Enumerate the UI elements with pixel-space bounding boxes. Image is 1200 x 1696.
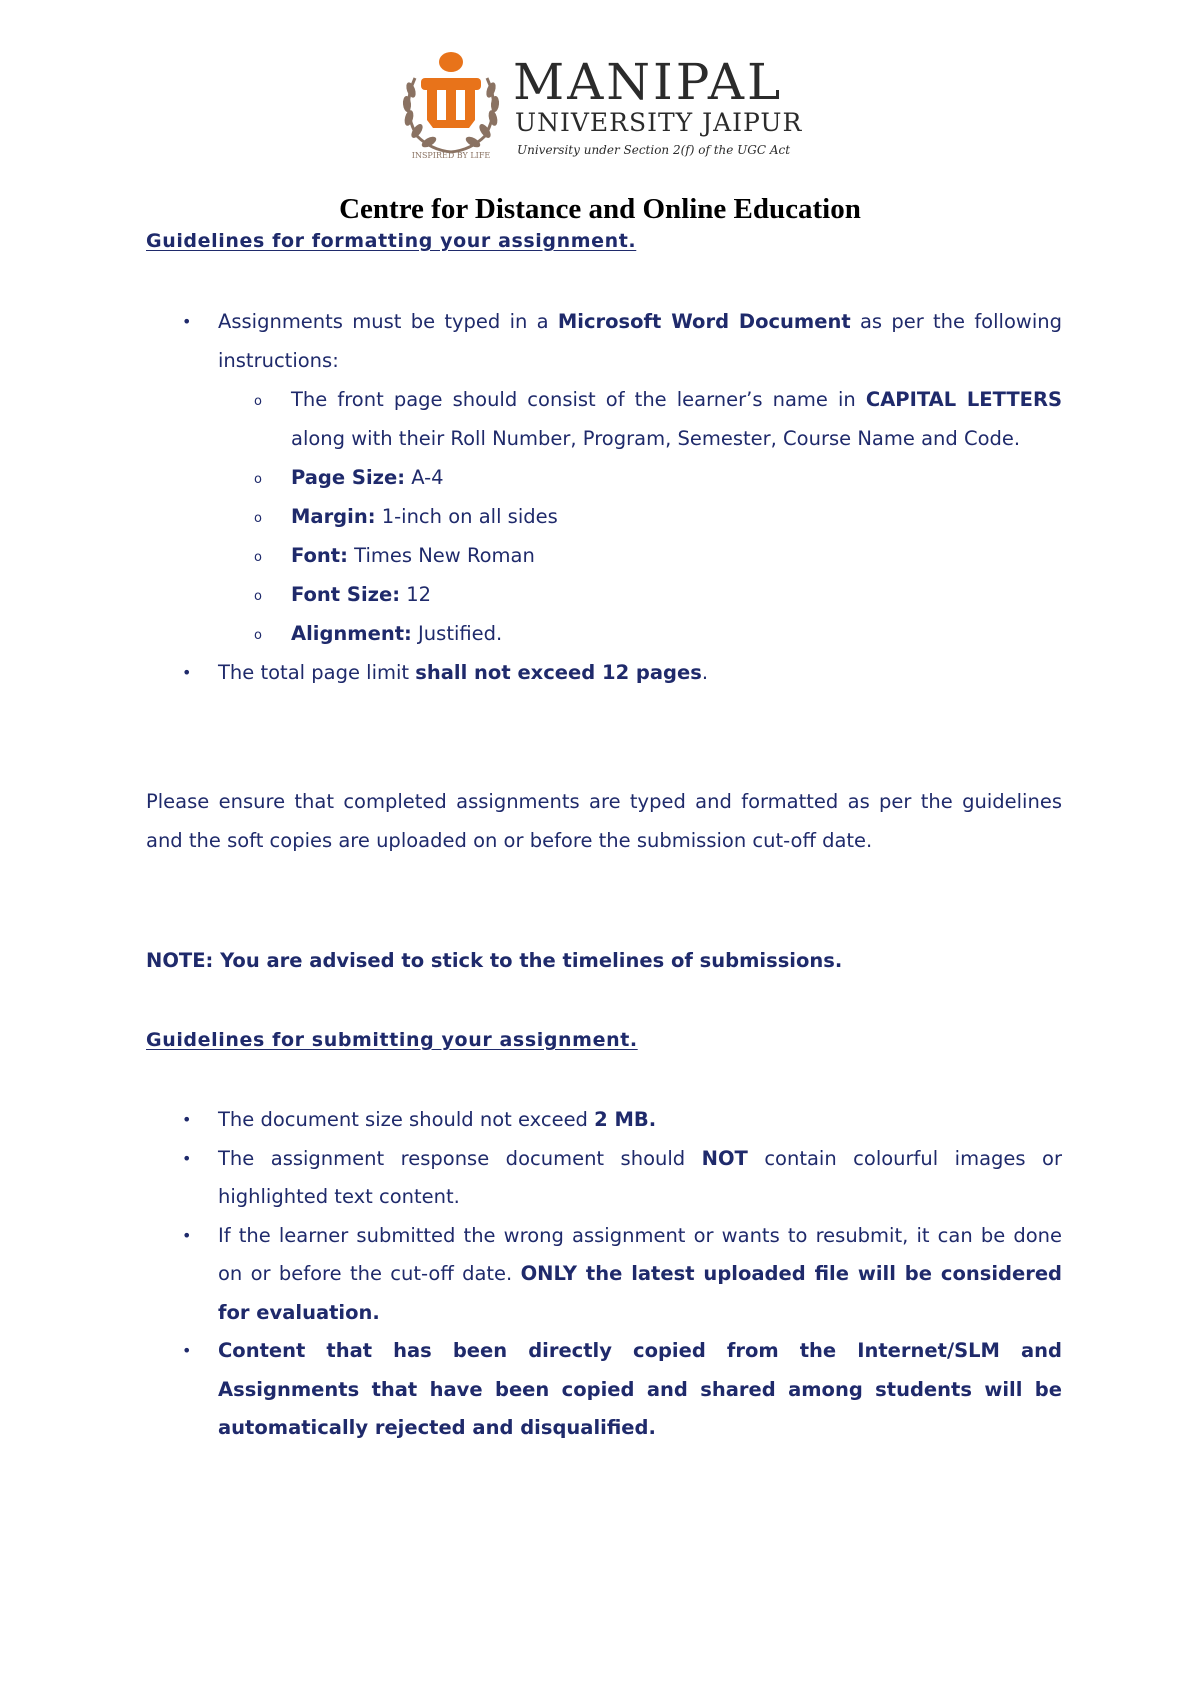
list-item: o Page Size: A-4 bbox=[218, 458, 1062, 497]
svg-text:INSPIRED BY LIFE: INSPIRED BY LIFE bbox=[411, 151, 491, 160]
circle-bullet-icon: o bbox=[254, 394, 262, 409]
ensure-paragraph: Please ensure that completed assignments are typed and formatted as per the guidelines and the soft copies are uploaded on or before the submission cut-off date. bbox=[146, 790, 1062, 852]
logo-tagline: University under Section 2(f) of the UGC Act bbox=[517, 143, 791, 157]
list-item: • Assignments must be typed in a Microsoft Word Document as per the following instructions: o The front page should consist of the learner’s name in CAPITAL LETTERS along with their Roll Number, Program, Semester, Course Name and Code. o Page Size: A-4 o Margin: 1-inch on all sides o Font: Times New Roman o Font Size: 12 o Alignment: Justified. bbox=[146, 302, 1062, 653]
list-item: • The document size should not exceed 2 MB. bbox=[146, 1101, 1062, 1140]
formatting-list bbox=[146, 302, 1062, 692]
page-title: Centre for Distance and Online Education bbox=[339, 193, 861, 225]
formatting-heading: Guidelines for formatting your assignment. bbox=[146, 230, 637, 252]
list-item: o Alignment: Justified. bbox=[218, 614, 1062, 653]
bullet-icon: • bbox=[182, 663, 192, 682]
submitting-list bbox=[146, 1101, 1062, 1448]
logo-name: MANIPAL bbox=[513, 53, 784, 111]
list-item: o The front page should consist of the learner’s name in CAPITAL LETTERS along with their Roll Number, Program, Semester, Course Name and Code. bbox=[218, 380, 1062, 458]
bullet-icon: • bbox=[182, 1110, 192, 1129]
circle-bullet-icon: o bbox=[254, 472, 262, 487]
list-item: • The assignment response document should NOT contain colourful images or highlighted text content. bbox=[146, 1140, 1062, 1217]
circle-bullet-icon: o bbox=[254, 511, 262, 526]
bullet-icon: • bbox=[182, 1225, 192, 1245]
circle-bullet-icon: o bbox=[254, 628, 262, 643]
list-item: • The total page limit shall not exceed 12 pages. bbox=[146, 653, 1062, 692]
instruction-sublist bbox=[218, 380, 1062, 653]
circle-bullet-icon: o bbox=[254, 589, 262, 604]
list-item: o Margin: 1-inch on all sides bbox=[218, 497, 1062, 536]
university-logo bbox=[395, 48, 835, 168]
circle-bullet-icon: o bbox=[254, 550, 262, 565]
list-item: • If the learner submitted the wrong assignment or wants to resubmit, it can be done on or before the cut-off date. ONLY the latest uploaded file will be considered for evaluation. bbox=[146, 1217, 1062, 1333]
note-text: NOTE: You are advised to stick to the timelines of submissions. bbox=[146, 949, 843, 972]
seal-text bbox=[395, 144, 507, 168]
list-item: • Content that has been directly copied from the Internet/SLM and Assignments that have been copied and shared among students will be automatically rejected and disqualified. bbox=[146, 1332, 1062, 1448]
logo-subname: UNIVERSITY JAIPUR bbox=[515, 108, 803, 137]
list-item: o Font Size: 12 bbox=[218, 575, 1062, 614]
list-item: o Font: Times New Roman bbox=[218, 536, 1062, 575]
bullet-icon: • bbox=[182, 1148, 192, 1168]
bullet-icon: • bbox=[182, 312, 192, 331]
bullet-icon: • bbox=[182, 1341, 192, 1360]
submitting-heading: Guidelines for submitting your assignment. bbox=[146, 1029, 638, 1051]
